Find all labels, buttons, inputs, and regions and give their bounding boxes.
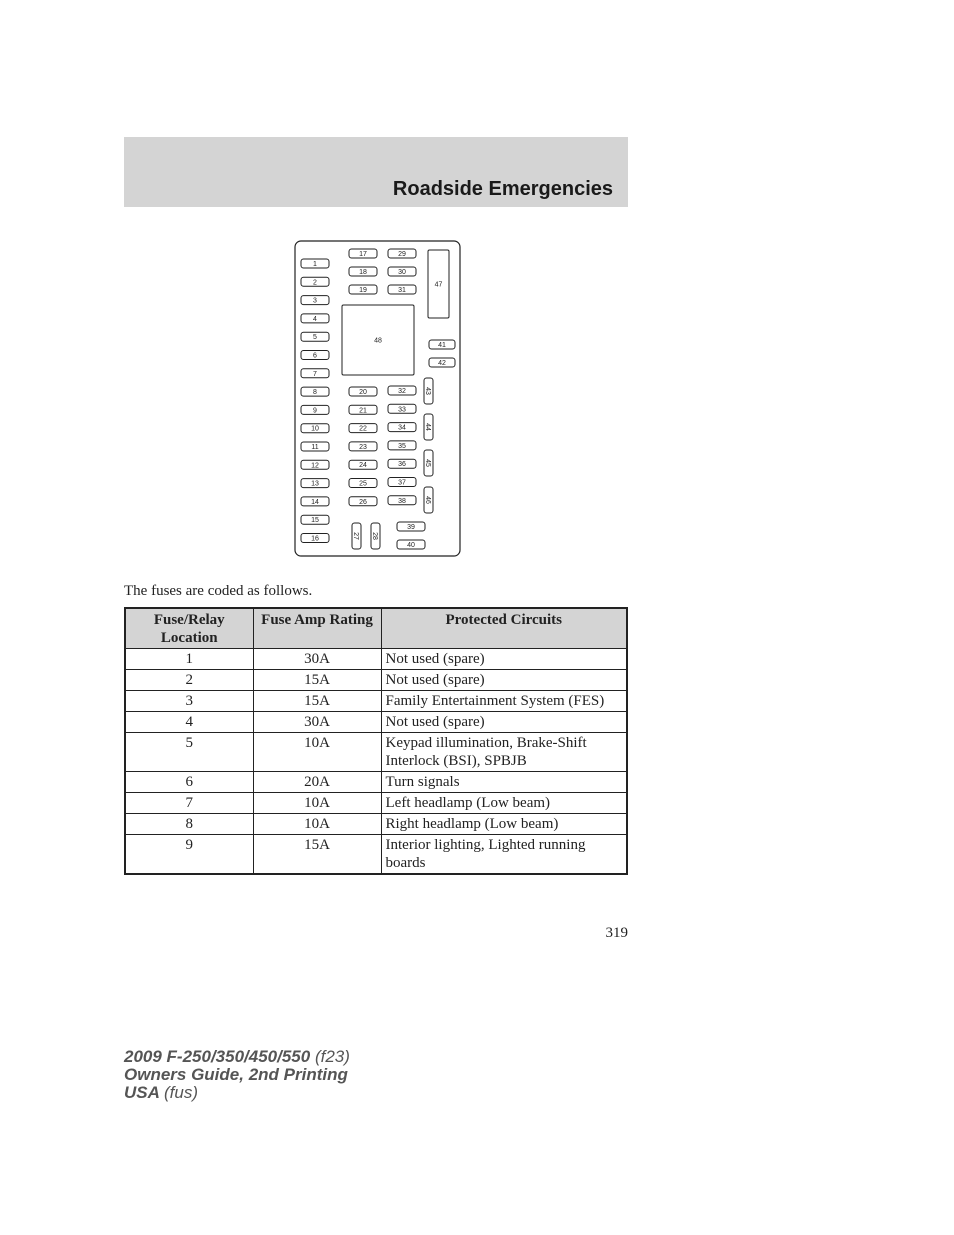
cell-circuits: Family Entertainment System (FES) — [381, 691, 627, 712]
cell-location: 9 — [125, 835, 253, 875]
cell-circuits: Keypad illumination, Brake-Shift Interlock (BSI), SPBJB — [381, 733, 627, 772]
cell-location: 3 — [125, 691, 253, 712]
cell-rating: 10A — [253, 733, 381, 772]
fuse-label: 48 — [374, 337, 382, 345]
fuse-label: 11 — [311, 444, 319, 451]
fuse-label: 33 — [398, 406, 406, 414]
fuse-label: 10 — [311, 425, 319, 433]
fuse-label: 41 — [438, 342, 446, 349]
footer-line-1 — [124, 1048, 350, 1066]
cell-location: 2 — [125, 670, 253, 691]
cell-rating: 10A — [253, 793, 381, 814]
table-row — [125, 814, 627, 835]
table-row — [125, 772, 627, 793]
cell-location: 7 — [125, 793, 253, 814]
footer-line-2: Owners Guide, 2nd Printing — [124, 1065, 348, 1084]
fuse-label: 34 — [398, 424, 406, 432]
col-header-rating: Fuse Amp Rating — [253, 608, 381, 649]
fuse-label: 25 — [359, 480, 367, 488]
footer-line-3 — [124, 1084, 350, 1102]
footer-market-code: (fus) — [164, 1083, 198, 1102]
fuse-label: 13 — [311, 480, 319, 488]
cell-rating: 15A — [253, 691, 381, 712]
fuse-label: 36 — [398, 461, 406, 469]
fuse-label: 1 — [313, 261, 317, 268]
fuse-label: 15 — [311, 517, 319, 525]
cell-rating: 15A — [253, 670, 381, 691]
cell-location: 1 — [125, 649, 253, 670]
section-header-band — [124, 137, 628, 207]
fuse-label: 45 — [424, 459, 431, 467]
cell-circuits: Turn signals — [381, 772, 627, 793]
fuse-label: 35 — [398, 442, 406, 450]
fuse-label: 24 — [359, 462, 367, 470]
fuse-label: 8 — [313, 389, 317, 397]
fuse-label: 40 — [407, 542, 415, 549]
fuse-label: 32 — [398, 388, 406, 395]
fuse-label: 12 — [311, 462, 319, 470]
cell-circuits: Right headlamp (Low beam) — [381, 814, 627, 835]
fuse-label: 30 — [398, 269, 406, 276]
fuse-label: 3 — [313, 297, 317, 305]
fuse-label: 22 — [359, 425, 367, 433]
table-row — [125, 712, 627, 733]
fuse-label: 42 — [438, 360, 446, 367]
fuse-label: 5 — [313, 334, 317, 342]
cell-location: 8 — [125, 814, 253, 835]
cell-circuits: Not used (spare) — [381, 670, 627, 691]
fuse-panel-diagram — [294, 240, 461, 557]
fuse-label: 19 — [359, 287, 367, 294]
footer-market: USA — [124, 1083, 160, 1102]
fuse-panel-svg — [294, 240, 461, 557]
table-row — [125, 691, 627, 712]
fuse-label: 37 — [398, 479, 406, 487]
table-row — [125, 733, 627, 772]
fuse-label: 29 — [398, 251, 406, 258]
fuse-label: 18 — [359, 269, 367, 276]
fuse-label: 14 — [311, 498, 319, 506]
fuse-label: 23 — [359, 443, 367, 451]
cell-rating: 30A — [253, 712, 381, 733]
table-row — [125, 670, 627, 691]
fuse-label: 43 — [424, 387, 431, 395]
cell-circuits: Interior lighting, Lighted running boards — [381, 835, 627, 875]
fuse-label: 26 — [359, 498, 367, 506]
fuse-label: 27 — [352, 532, 359, 540]
cell-circuits: Left headlamp (Low beam) — [381, 793, 627, 814]
cell-circuits: Not used (spare) — [381, 712, 627, 733]
fuse-label: 21 — [359, 407, 367, 415]
footer-model: 2009 F-250/350/450/550 — [124, 1047, 311, 1066]
cell-rating: 30A — [253, 649, 381, 670]
fuse-label: 28 — [371, 532, 378, 540]
fuse-label: 46 — [424, 496, 431, 504]
fuse-label: 17 — [359, 251, 367, 258]
table-row — [125, 649, 627, 670]
fuse-label: 4 — [313, 315, 317, 323]
fuse-label: 6 — [313, 352, 317, 360]
cell-rating: 20A — [253, 772, 381, 793]
section-title: Roadside Emergencies — [392, 178, 613, 200]
fuse-label: 16 — [311, 535, 319, 543]
cell-rating: 15A — [253, 835, 381, 875]
cell-rating: 10A — [253, 814, 381, 835]
table-row — [125, 835, 627, 875]
cell-location: 5 — [125, 733, 253, 772]
page-number: 319 — [605, 925, 628, 941]
table-row — [125, 793, 627, 814]
col-header-location: Fuse/Relay Location — [125, 608, 253, 649]
cell-circuits: Not used (spare) — [381, 649, 627, 670]
cell-location: 4 — [125, 712, 253, 733]
fuse-label: 38 — [398, 497, 406, 505]
fuse-label: 47 — [434, 281, 443, 289]
fuse-label: 2 — [313, 279, 317, 287]
fuse-label: 39 — [407, 524, 415, 531]
intro-text: The fuses are coded as follows. — [124, 583, 313, 599]
fuse-label: 44 — [424, 423, 431, 431]
table-header-row — [125, 608, 627, 649]
document-footer — [124, 1048, 350, 1102]
fuse-label: 7 — [313, 370, 317, 378]
footer-model-code: (f23) — [314, 1047, 350, 1066]
col-header-circuits: Protected Circuits — [381, 608, 627, 649]
fuse-label: 20 — [359, 389, 367, 396]
fuse-label: 9 — [313, 407, 317, 415]
fuse-label: 31 — [398, 287, 406, 294]
fuse-table — [124, 607, 628, 875]
cell-location: 6 — [125, 772, 253, 793]
